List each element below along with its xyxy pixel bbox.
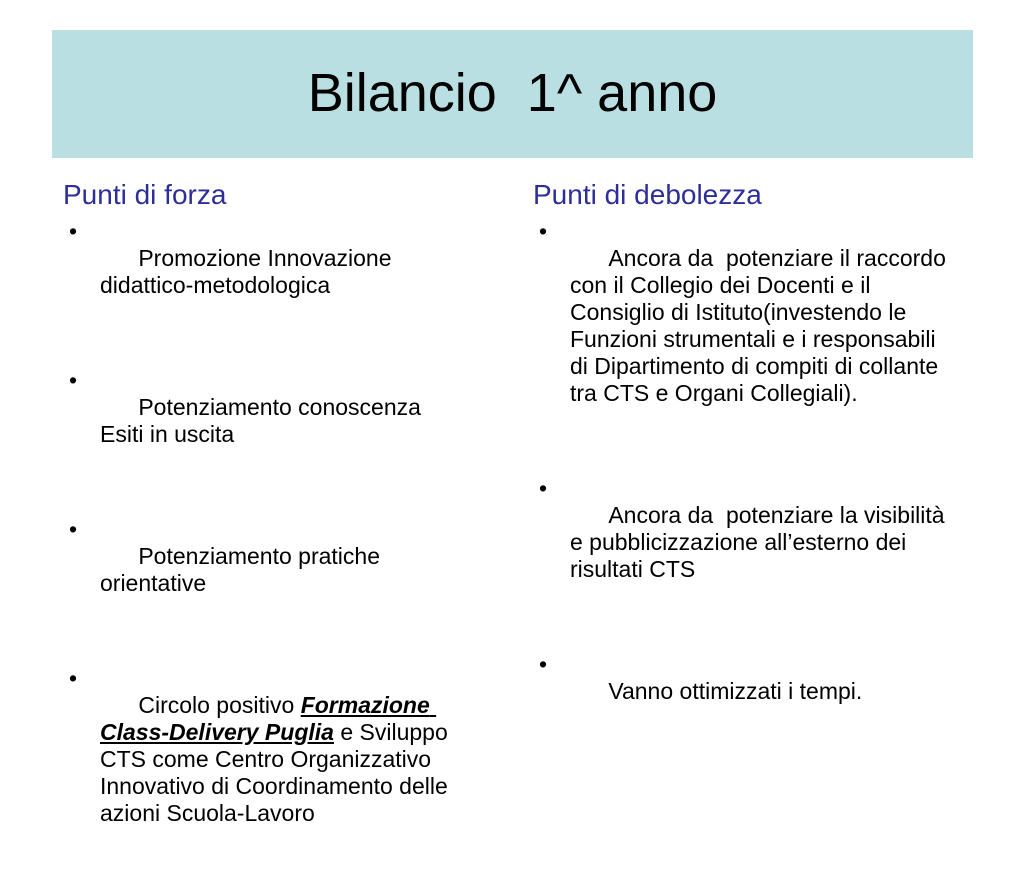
strengths-heading: Punti di forza	[63, 179, 227, 210]
list-item	[63, 665, 468, 854]
weaknesses-heading: Punti di debolezza	[533, 179, 762, 210]
weaknesses-list	[533, 218, 953, 732]
bullet-text: Ancora da potenziare il raccordo con il Collegio dei Docenti e il Consiglio di Istituto(investendo le Funzioni strumentali e i responsabili di Dipartimento di compiti di collante tra CTS e Organi Collegiali).	[570, 244, 953, 406]
bullet-text: Promozione Innovazione didattico-metodologica	[100, 244, 398, 298]
bullet-icon: •	[68, 217, 78, 244]
strengths-column	[63, 178, 468, 895]
list-item	[533, 218, 953, 434]
bullet-icon: •	[68, 664, 78, 691]
bullet-icon: •	[68, 515, 78, 542]
weaknesses-column	[533, 178, 953, 773]
bullet-icon: •	[538, 650, 548, 677]
bullet-text: Potenziamento conoscenza Esiti in uscita	[100, 393, 428, 447]
bullet-icon: •	[68, 366, 78, 393]
strengths-list	[63, 218, 468, 854]
bullet-text-suffix: e Sviluppo CTS come Centro Organizzativo Innovativo di Coordinamento delle azioni Scuola-Lavoro	[100, 718, 455, 826]
bullet-icon: •	[538, 474, 548, 501]
list-item	[63, 367, 468, 475]
emphasized-project-name: Formazione Class-Delivery Puglia	[100, 691, 437, 745]
bullet-icon: •	[538, 217, 548, 244]
list-item	[63, 516, 468, 624]
bullet-text-prefix: Circolo positivo	[138, 691, 301, 718]
slide-title: Bilancio 1^ anno	[307, 62, 718, 123]
list-item	[533, 475, 953, 610]
bullet-text: Ancora da potenziare la visibilità e pubblicizzazione all’esterno dei risultati CTS	[570, 501, 951, 582]
list-item	[533, 651, 953, 732]
bullet-text: Vanno ottimizzati i tempi.	[608, 677, 863, 704]
title-bar	[52, 30, 973, 158]
list-item	[63, 218, 468, 326]
bullet-text: Potenziamento pratiche orientative	[100, 542, 387, 596]
